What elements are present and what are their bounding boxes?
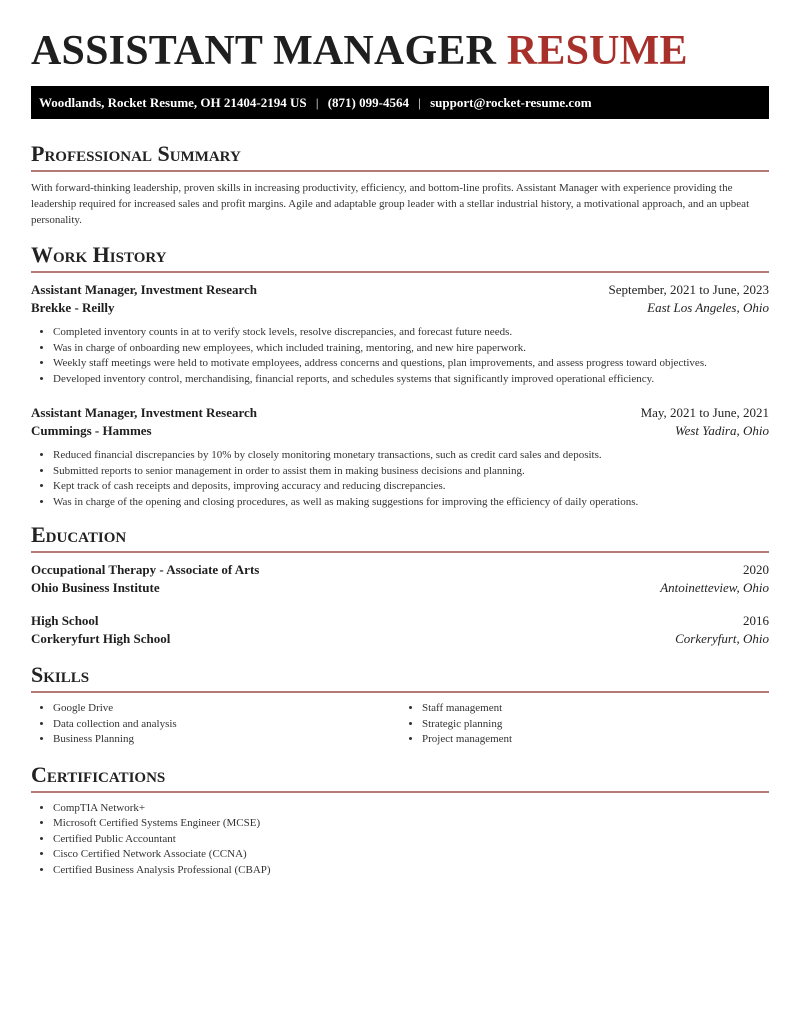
education-section — [31, 522, 769, 648]
contact-email[interactable]: support@rocket-resume.com — [430, 95, 592, 110]
list-item: • Staff management — [422, 701, 769, 717]
skills-list-left — [31, 701, 400, 748]
summary-section — [31, 141, 769, 228]
job-bullets — [31, 448, 769, 510]
year: 2016 — [743, 613, 769, 628]
section-heading: Certifications — [31, 761, 166, 787]
list-item: • Business Planning — [53, 732, 400, 748]
education-entry — [31, 561, 769, 597]
job-location: West Yadira, Ohio — [674, 423, 769, 438]
section-heading: Skills — [31, 662, 90, 687]
section-heading: Education — [31, 522, 127, 547]
skills-columns — [31, 701, 769, 748]
list-item: • Strategic planning — [422, 717, 769, 733]
job-dates: September, 2021 to June, 2023 — [608, 282, 769, 297]
list-item: • Certified Business Analysis Professional (CBAP) — [53, 863, 769, 879]
list-item: • Completed inventory counts in at to verify stock levels, resolve discrepancies, and forecast future needs. — [53, 325, 769, 341]
list-item: • Weekly staff meetings were held to motivate employees, address concerns and questions, plan improvements, and assess progress toward objectives. — [53, 356, 769, 372]
list-item: • CompTIA Network+ — [53, 801, 769, 817]
section-divider — [31, 551, 769, 553]
list-item: • Submitted reports to senior management in order to assist them in making business decisions and planning. — [53, 464, 769, 480]
list-item: • Reduced financial discrepancies by 10% by closely monitoring monetary transactions, such as credit card sales and deposits. — [53, 448, 769, 464]
skills-section — [31, 662, 769, 748]
section-divider — [31, 170, 769, 172]
list-item: • Project management — [422, 732, 769, 748]
section-divider — [31, 791, 769, 793]
contact-bar — [31, 86, 769, 119]
contact-phone[interactable]: (871) 099-4564 — [327, 95, 409, 110]
list-item: • Microsoft Certified Systems Engineer (MCSE) — [53, 816, 769, 832]
list-item: • Was in charge of onboarding new employees, which included training, mentoring, and new hire paperwork. — [53, 341, 769, 357]
contact-address: Woodlands, Rocket Resume, OH 21404-2194 US — [39, 95, 307, 110]
job-dates: May, 2021 to June, 2021 — [640, 405, 769, 420]
list-item: • Google Drive — [53, 701, 400, 717]
title-accent: RESUME — [506, 28, 688, 74]
year: 2020 — [743, 562, 769, 577]
job-location: East Los Angeles, Ohio — [647, 300, 769, 315]
title-main: ASSISTANT MANAGER — [31, 28, 497, 74]
job-company: Cummings - Hammes — [31, 423, 152, 438]
section-heading: Professional Summary — [31, 141, 241, 166]
list-item: • Kept track of cash receipts and deposits, improving accuracy and reducing discrepancies. — [53, 479, 769, 495]
degree: High School — [31, 613, 99, 628]
section-heading: Work History — [31, 242, 167, 267]
list-item: • Was in charge of the opening and closing procedures, as well as making suggestions for improving the efficiency of daily operations. — [53, 495, 769, 511]
list-item: • Developed inventory control, merchandising, financial reports, and schedules systems that significantly improved operational efficiency. — [53, 372, 769, 388]
resume-title — [31, 0, 769, 74]
job-entry — [31, 404, 769, 510]
separator: | — [418, 95, 421, 110]
section-divider — [31, 271, 769, 273]
list-item: • Certified Public Accountant — [53, 832, 769, 848]
job-bullets — [31, 325, 769, 387]
list-item: • Cisco Certified Network Associate (CCNA) — [53, 847, 769, 863]
work-section — [31, 242, 769, 510]
job-title: Assistant Manager, Investment Research — [31, 405, 258, 420]
job-entry — [31, 281, 769, 387]
degree: Occupational Therapy - Associate of Arts — [31, 562, 260, 577]
school: Ohio Business Institute — [31, 580, 160, 595]
separator: | — [315, 95, 319, 110]
location: Corkeryfurt, Ohio — [675, 631, 769, 646]
list-item: • Data collection and analysis — [53, 717, 400, 733]
certifications-section — [31, 762, 769, 879]
location: Antoinetteview, Ohio — [660, 580, 769, 595]
job-title: Assistant Manager, Investment Research — [31, 282, 258, 297]
summary-text: With forward-thinking leadership, proven skills in increasing productivity, efficiency, and bottom-line profits. Assistant Manager with experience providing the leadership required for increased sales and profit margins. Agile and adaptable group leader with a stellar industrial history, a motivational approach, and an upbeat personality. — [31, 182, 750, 226]
education-entry — [31, 612, 769, 648]
certifications-list — [31, 801, 769, 879]
job-company: Brekke - Reilly — [31, 300, 115, 315]
school: Corkeryfurt High School — [31, 631, 171, 646]
section-divider — [31, 691, 769, 693]
skills-list-right — [400, 701, 769, 748]
